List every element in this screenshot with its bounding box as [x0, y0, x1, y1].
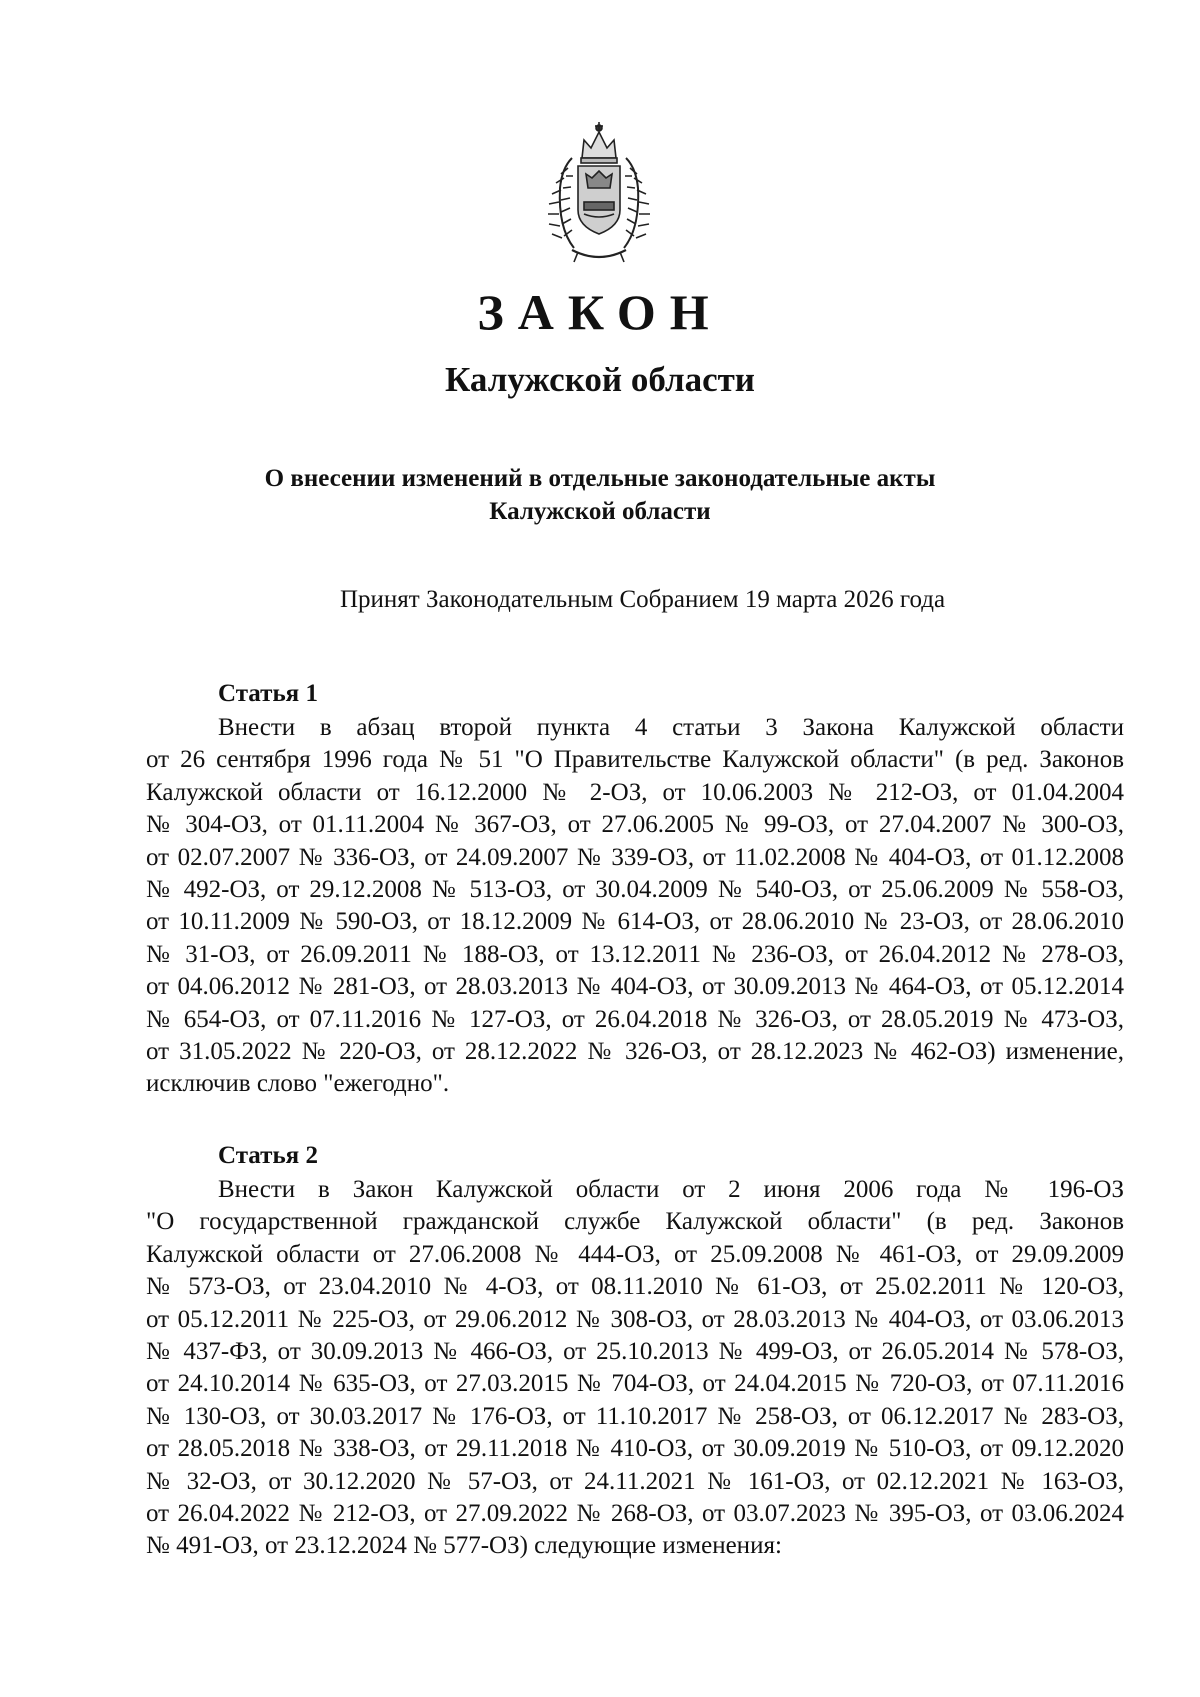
article-1-line: № 31-ОЗ, от 26.09.2011 № 188-ОЗ, от 13.12.2011 № 236-ОЗ, от 26.04.2012 № 278-ОЗ, [146, 940, 1124, 968]
article-2-line: № 491-ОЗ, от 23.12.2024 № 577-ОЗ) следующие изменения: [146, 1532, 782, 1560]
article-1-line: от 26 сентября 1996 года № 51 "О Правительстве Калужской области" (в ред. Законов [146, 746, 1124, 774]
document-region-subtitle: Калужской области [445, 360, 755, 399]
article-2-line: Внести в Закон Калужской области от 2 июня 2006 года № 196-ОЗ [218, 1176, 1124, 1203]
article-1-line: от 31.05.2022 № 220-ОЗ, от 28.12.2022 № 326-ОЗ, от 28.12.2023 № 462-ОЗ) изменение, [146, 1038, 1124, 1066]
article-1-title: Статья 1 [218, 680, 318, 707]
article-2-body [146, 1174, 1124, 1563]
article-1-line: Внести в абзац второй пункта 4 статьи 3 Закона Калужской области [218, 714, 1124, 741]
article-2-line: от 24.10.2014 № 635-ОЗ, от 27.03.2015 № 704-ОЗ, от 24.04.2015 № 720-ОЗ, от 07.11.2016 [146, 1370, 1124, 1398]
article-2-line: от 26.04.2022 № 212-ОЗ, от 27.09.2022 № 268-ОЗ, от 03.07.2023 № 395-ОЗ, от 03.06.2024 [146, 1500, 1124, 1528]
article-1-line: № 492-ОЗ, от 29.12.2008 № 513-ОЗ, от 30.04.2009 № 540-ОЗ, от 25.06.2009 № 558-ОЗ, [146, 876, 1124, 904]
article-2-line: от 28.05.2018 № 338-ОЗ, от 29.11.2018 № 410-ОЗ, от 30.09.2019 № 510-ОЗ, от 09.12.2020 [146, 1435, 1124, 1463]
article-2-line: № 437-ФЗ, от 30.09.2013 № 466-ОЗ, от 25.10.2013 № 499-ОЗ, от 26.05.2014 № 578-ОЗ, [146, 1338, 1124, 1366]
document-heading [0, 462, 1200, 528]
document-type-title: ЗАКОН [477, 284, 723, 340]
article-2-line: № 573-ОЗ, от 23.04.2010 № 4-ОЗ, от 08.11.2010 № 61-ОЗ, от 25.02.2011 № 120-ОЗ, [146, 1273, 1124, 1301]
article-1-body [146, 712, 1124, 1101]
article-1-line: от 04.06.2012 № 281-ОЗ, от 28.03.2013 № 404-ОЗ, от 30.09.2013 № 464-ОЗ, от 05.12.2014 [146, 973, 1124, 1001]
adoption-note: Принят Законодательным Собранием 19 марта 2026 года [340, 586, 946, 613]
article-2-line: "О государственной гражданской службе Калужской области" (в ред. Законов [146, 1208, 1124, 1236]
article-2-title: Статья 2 [218, 1142, 318, 1169]
article-1-line: от 02.07.2007 № 336-ОЗ, от 24.09.2007 № 339-ОЗ, от 11.02.2008 № 404-ОЗ, от 01.12.2008 [146, 843, 1124, 871]
article-2-line: Калужской области от 27.06.2008 № 444-ОЗ, от 25.09.2008 № 461-ОЗ, от 29.09.2009 [146, 1240, 1124, 1268]
article-2-line: от 05.12.2011 № 225-ОЗ, от 29.06.2012 № 308-ОЗ, от 28.03.2013 № 404-ОЗ, от 03.06.2013 [146, 1305, 1124, 1333]
coat-of-arms-icon [534, 118, 664, 268]
article-2-line: № 130-ОЗ, от 30.03.2017 № 176-ОЗ, от 11.10.2017 № 258-ОЗ, от 06.12.2017 № 283-ОЗ, [146, 1402, 1124, 1430]
article-1-line: Калужской области от 16.12.2000 № 2-ОЗ, от 10.06.2003 № 212-ОЗ, от 01.04.2004 [146, 778, 1124, 806]
heading-line-1: О внесении изменений в отдельные законодательные акты [264, 465, 936, 492]
article-2-line: № 32-ОЗ, от 30.12.2020 № 57-ОЗ, от 24.11.2021 № 161-ОЗ, от 02.12.2021 № 163-ОЗ, [146, 1467, 1124, 1495]
article-1-line: № 654-ОЗ, от 07.11.2016 № 127-ОЗ, от 26.04.2018 № 326-ОЗ, от 28.05.2019 № 473-ОЗ, [146, 1005, 1124, 1033]
article-1-line: № 304-ОЗ, от 01.11.2004 № 367-ОЗ, от 27.06.2005 № 99-ОЗ, от 27.04.2007 № 300-ОЗ, [146, 811, 1124, 839]
article-1-line: от 10.11.2009 № 590-ОЗ, от 18.12.2009 № 614-ОЗ, от 28.06.2010 № 23-ОЗ, от 28.06.2010 [146, 908, 1124, 936]
article-1-line: исключив слово "ежегодно". [146, 1070, 450, 1098]
heading-line-2: Калужской области [489, 498, 711, 525]
